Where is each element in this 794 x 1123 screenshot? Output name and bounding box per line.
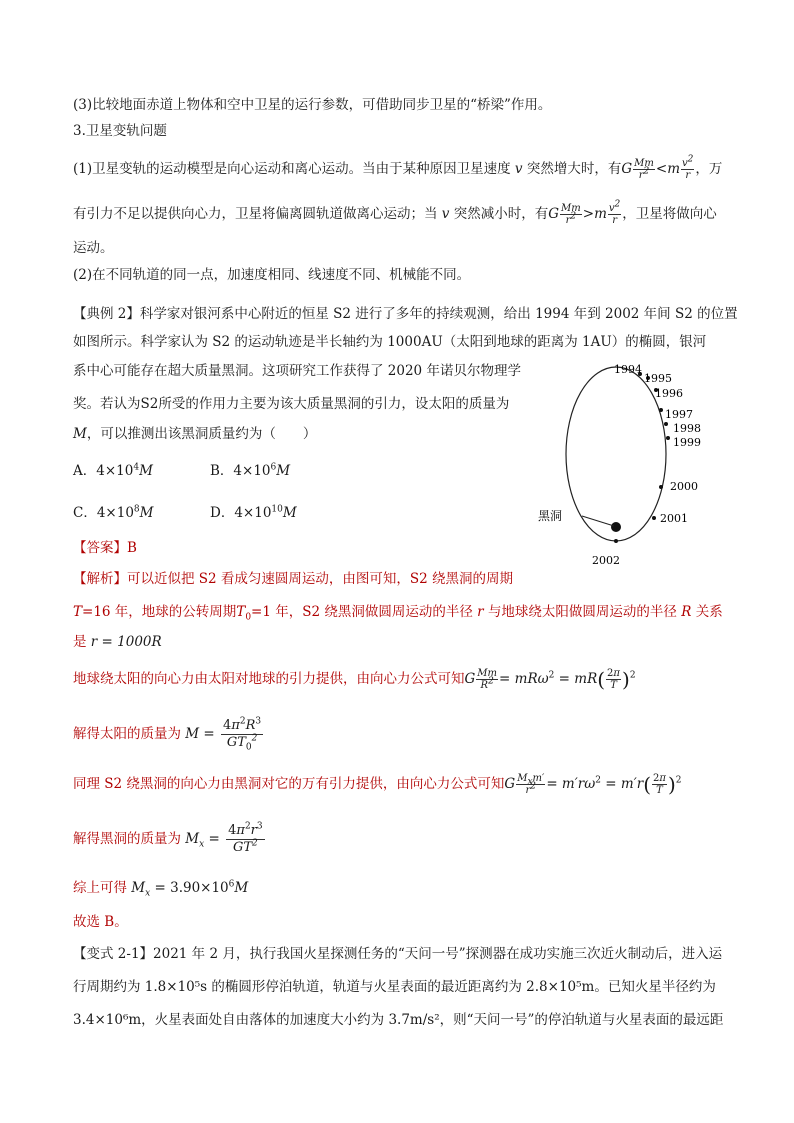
year-label: 2001 [660, 512, 688, 525]
year-label: 2000 [670, 480, 698, 493]
year-label: 1998 [673, 422, 701, 435]
paragraph-1-line-1: (1)卫星变轨的运动模型是向心运动和离心运动。当由于某种原因卫星速度 v 突然增大时，有G $\frac{Mm}{r^2}$ <m $\frac{v^2}{r}$ ，万 [73, 154, 723, 181]
year-dot [614, 539, 618, 543]
example-line-5: M，可以推测出该黑洞质量约为（ ） [73, 426, 317, 442]
year-dot [652, 516, 656, 520]
analysis-line-5: 解得太阳的质量为 M = $\frac{4\pi^2R^3}{GT_0^2}$ [73, 716, 262, 753]
option-b: B．$4\times 10^6M$ [210, 462, 291, 479]
option-c: C．$4\times 10^8M$ [73, 504, 154, 521]
year-label: 1997 [665, 408, 693, 421]
analysis-line-4: 地球绕太阳的向心力由太阳对地球的引力提供，由向心力公式可知G $\frac{Mm}{R^2}$ = mRω$^2$ = mR( $\frac{2\pi}{T}$ )$^2$ [73, 667, 636, 692]
orbit-figure [530, 360, 720, 570]
example-line-2: 如图所示。科学家认为 S2 的运动轨迹是半长轴约为 1000AU（太阳到地球的距离为 1AU）的椭圆，银河 [73, 334, 707, 350]
variant-line-3: 3.4×10⁶m，火星表面处自由落体的加速度大小约为 3.7m/s²，则“天问一号”的停泊轨道与火星表面的最远距 [73, 1012, 724, 1028]
year-label: 1994 [614, 363, 642, 376]
analysis-line-1: 【解析】可以近似把 S2 看成匀速圆周运动，由图可知，S2 绕黑洞的周期 [73, 571, 514, 587]
year-label: 1999 [673, 436, 701, 449]
example-line-4: 奖。若认为S2所受的作用力主要为该大质量黑洞的引力，设太阳的质量为 [73, 396, 510, 412]
year-label: 2002 [592, 554, 620, 567]
year-label: 1996 [655, 387, 683, 400]
black-hole-label: 黑洞 [538, 509, 563, 523]
year-dot [659, 408, 663, 412]
year-dot [659, 485, 663, 489]
option-a: A．$4\times 10^4M$ [73, 462, 153, 479]
orbit-ellipse [566, 367, 666, 541]
answer: 【答案】B [73, 540, 137, 556]
year-label: 1995 [644, 372, 672, 385]
analysis-line-8: 综上可得 $M_x = 3.90\times 10^6M$ [73, 879, 249, 899]
paragraph-1-line-2: 有引力不足以提供向心力，卫星将偏离圆轨道做离心运动；当 v 突然减小时，有G $\frac{Mm}{r^2}$ >m $\frac{v^2}{r}$ ，卫星将做向心 [73, 199, 717, 226]
analysis-line-6: 同理 S2 绕黑洞的向心力由黑洞对它的万有引力提供，由向心力公式可知G $\frac{M_xm'}{r^2}$ = $m'r\omega^2 = m'r$( $\frac{2\pi}{T}$ )$^2$ [73, 772, 682, 797]
paragraph-1-line-3: 运动。 [73, 240, 114, 256]
analysis-conclusion: 故选 B。 [73, 914, 128, 930]
option-d: D．$4\times 10^{10}M$ [210, 504, 297, 521]
paragraph-2: (2)在不同轨道的同一点，加速度相同、线速度不同、机械能不同。 [73, 267, 471, 283]
analysis-line-3: 是 r = 1000R [73, 634, 162, 650]
analysis-line-2: T=16 年，地球的公转周期$T_0=1$ 年，S2 绕黑洞做圆周运动的半径 r 与地球绕太阳做圆周运动的半径 R 关系 [73, 604, 723, 623]
year-dot [664, 422, 668, 426]
section-heading: 3.卫星变轨问题 [73, 123, 167, 139]
black-hole-dot [611, 522, 621, 532]
example-line-3: 系中心可能存在超大质量黑洞。这项研究工作获得了 2020 年诺贝尔物理学 [73, 363, 521, 379]
variant-line-1: 【变式 2-1】2021 年 2 月，执行我国火星探测任务的“天问一号”探测器在成功实施三次近火制动后，进入运 [73, 946, 723, 962]
example-line-1: 【典例 2】科学家对银河系中心附近的恒星 S2 进行了多年的持续观测，给出 1994 年到 2002 年间 S2 的位置 [73, 306, 738, 322]
analysis-line-7: 解得黑洞的质量为 $M_x$ = $\frac{4\pi^2r^3}{GT^2}$ [73, 821, 263, 855]
variant-line-2: 行周期约为 1.8×10⁵s 的椭圆形停泊轨道，轨道与火星表面的最近距离约为 2.8×10⁵m。已知火星半径约为 [73, 979, 716, 995]
year-dot [666, 436, 670, 440]
paragraph-3: (3)比较地面赤道上物体和空中卫星的运行参数，可借助同步卫星的“桥梁”作用。 [73, 97, 552, 113]
